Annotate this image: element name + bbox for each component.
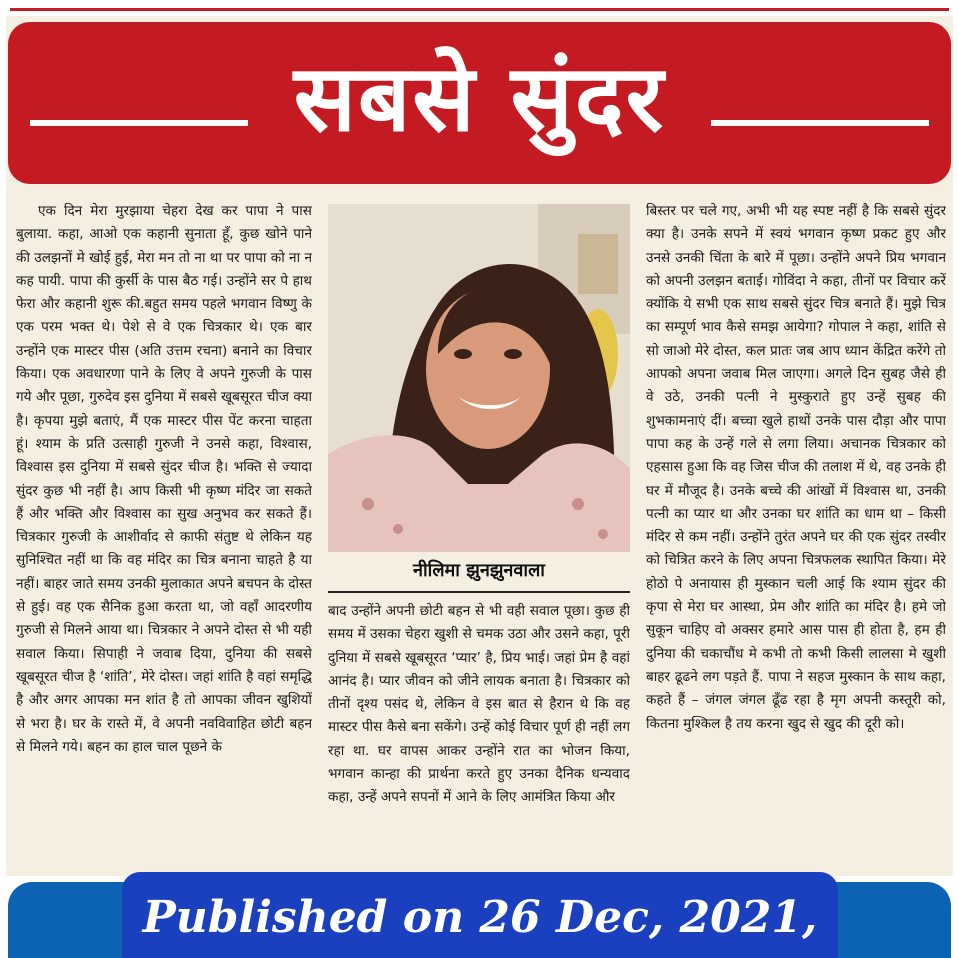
article-column-2: बाद उन्होंने अपनी छोटी बहन से भी वही सवाल पूछा। कुछ ही समय में उसका चेहरा खुशी से चमक उठा और उसने कहा, पूरी दुनिया में सबसे खूबसूरत ‘प्यार’ है, प्रिय भाई। जहां प्रेम है वहां आनंद है। प्यार जीवन को जीने लायक बनाता है। चित्रकार को तीनों दृश्य पसंद थे, लेकिन वे इस बात से हैरान थे कि वह मास्टर पीस कैसे बना सकेंगे। उन्हें कोई विचार पूर्ण ही नहीं लग रहा था. घर वापस आकर उन्होंने रात का भोजन किया, भगवान कान्हा की प्रार्थना करते हुए उनका दैनिक धन्यवाद कहा, उन्हें अपने सपनों में आने के लिए आमंत्रित किया और bbox=[328, 603, 630, 806]
caption-rule bbox=[328, 591, 630, 593]
article-column-3: बिस्तर पर चले गए, अभी भी यह स्पष्ट नहीं है कि सबसे सुंदर क्या है। उनके सपने में स्वयं भगवान कृष्ण प्रकट हुए और उनसे उनकी चिंता के बारे में पूछा। उन्होंने अपने प्रिय भगवान को अपनी उलझन बताई। गोविंदा ने कहा, तीनों पर विचार करें क्योंकि ये सभी एक साथ सबसे सुंदर चित्र बनाते हैं। मुझे चित्र का सम्पूर्ण भाव कैसे समझ आयेगा? गोपाल ने कहा, शांति से सो जाओ मेरे दोस्त, कल प्रातः जब आप ध्यान केंद्रित करेंगे तो आपको अपना जवाब मिल जाएगा। अगले दिन सुबह जैसे ही वे उठे, उनकी पत्नी ने मुस्कुराते हुए उन्हें सुबह की शुभकामनाएं दीं। बच्चा खुले हाथों उनके पास दौड़ा और पापा पापा कह के उन्हें गले से लगा लिया। अचानक चित्रकार को एहसास हुआ कि वह जिस चीज की तलाश में थे, वह उनके ही घर में मौजूद है। उनके बच्चे की आंखों में विश्वास था, उनकी पत्नी का प्यार था और उनका घर शांति का धाम था – किसी मंदिर से कम नहीं। उन्होंने तुरंत अपने घर की एक सुंदर तस्वीर को चित्रित करने के लिए अपना चित्रफलक स्थापित किया। मेरे होठो पे अनायास ही मुस्कान चली आई कि श्याम सुंदर की कृपा से मेरा घर आस्था, प्रेम और शांति का मंदिर है। हमे जो सुकून चाहिए वो अक्सर हमारे आस पास ही होता है, हम ही दुनिया की चकाचौंध मे कभी तो कभी किसी लालसा मे खुशी बाहर ढूढने लग पड़ते हैं. पापा ने सहज मुस्कान के साथ कहा, कहते हैं – जंगल जंगल ढूँढ रहा है मृग अपनी कस्तूरी को, कितना मुश्किल है तय करना खुद से खुद की दूरी को। bbox=[646, 203, 946, 732]
author-photo bbox=[328, 204, 630, 552]
headline-rule-left bbox=[30, 120, 248, 126]
headline: सबसे सुंदर bbox=[293, 44, 666, 152]
author-name: नीलिमा झुनझुनवाला bbox=[413, 560, 545, 581]
headline-banner bbox=[8, 22, 951, 184]
headline-rule-right bbox=[711, 120, 929, 126]
published-date: Published on 26 Dec, 2021, bbox=[142, 892, 818, 943]
footer-box bbox=[122, 872, 838, 958]
top-rule bbox=[10, 8, 949, 11]
article-column-1: एक दिन मेरा मुरझाया चेहरा देख कर पापा ने पास बुलाया. कहा, आओ एक कहानी सुनाता हूँ, कुछ खोने पाने की उलझनों मे खोई हुई, मेरा मन तो ना था पर पापा को ना न कह पायी. पापा की कुर्सी के पास बैठ गई। उन्होंने सर पे हाथ फेरा और कहानी शुरू की.बहुत समय पहले भगवान विष्णु के एक परम भक्त थे। पेशे से वे एक चित्रकार थे। एक बार उन्होंने एक मास्टर पीस (अति उत्तम रचना) बनाने का विचार किया। एक अवधारणा पाने के लिए वे अपने गुरुजी के पास गये और पूछा, गुरुदेव इस दुनिया में सबसे खूबसूरत चीज क्या है। कृपया मुझे बताएं, मैं एक मास्टर पीस पेंट करना चाहता हूं। श्याम के प्रति उत्साही गुरुजी ने उनसे कहा, विश्वास, विश्वास इस दुनिया में सबसे सुंदर चीज है। भक्ति से ज्यादा सुंदर कुछ भी नहीं है। आप किसी भी कृष्ण मंदिर जा सकते हैं और भक्ति और विश्वास का सुख अनुभव कर सकते हैं। चित्रकार गुरुजी के आशीर्वाद से काफी संतुष्ट थे लेकिन यह सुनिश्चित नहीं था कि वह मंदिर का चित्र बनाना चाहते है या नहीं। बाहर जाते समय उनकी मुलाकात अपने बचपन के दोस्त से हुई। वह एक सैनिक हुआ करता था, जो वहाँ आदरणीय गुरुजी से मिलने आया था। चित्रकार ने अपने दोस्त से भी यही सवाल किया। सिपाही ने जवाब दिया, दुनिया की सबसे खूबसूरत चीज है ‘शांति’, मेरे दोस्त। जहां शांति है वहां समृद्धि है और अगर आपका मन शांत है तो आपका जीवन खुशियों से भरा है। घर के रास्ते में, वे अपनी नवविवाहित छोटी बहन से मिलने गये। बहन का हाल चाल पूछने के bbox=[16, 203, 312, 755]
